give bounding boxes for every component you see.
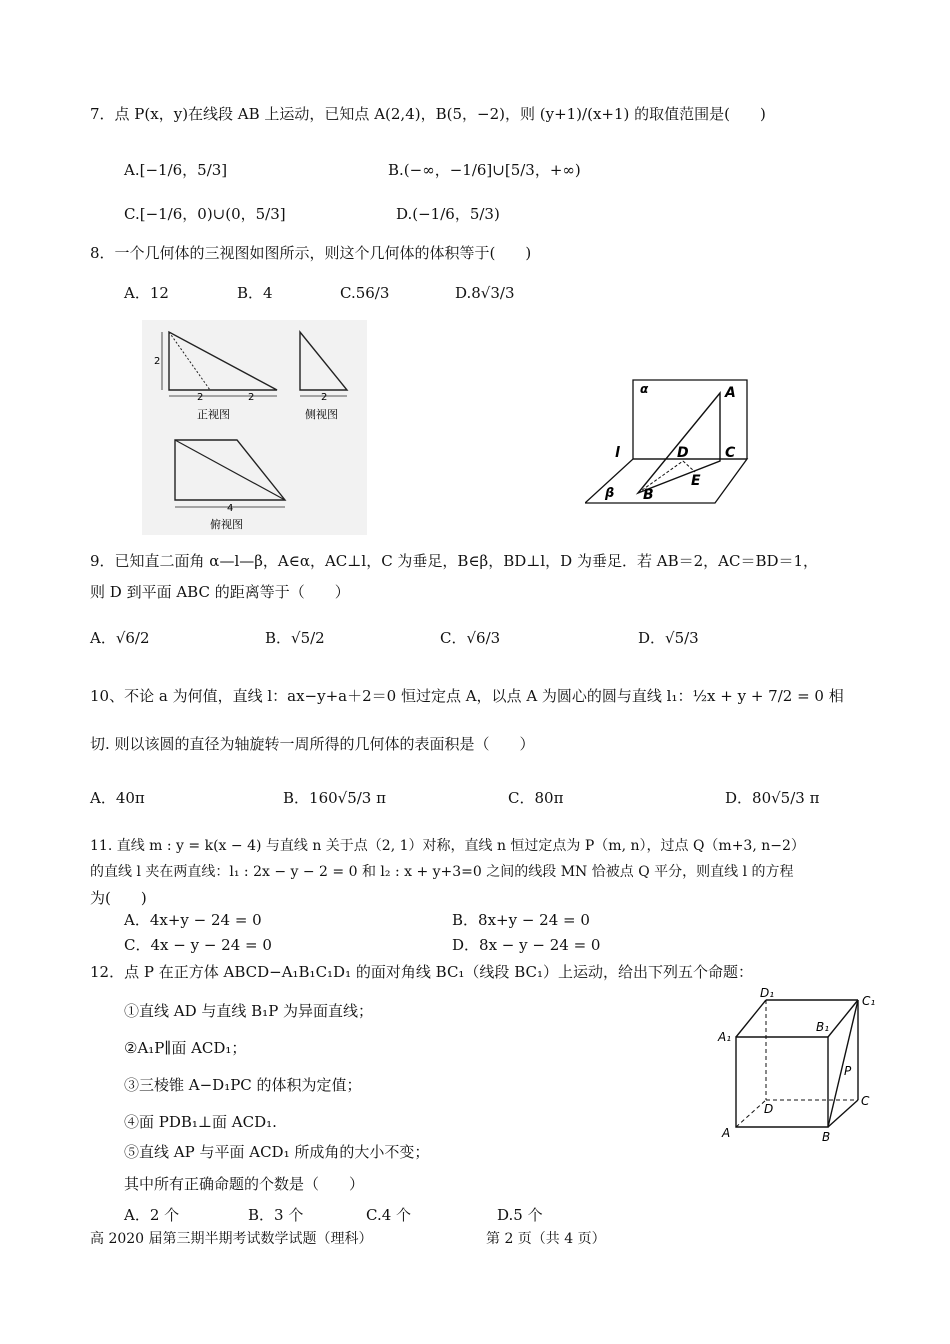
q11-option-a: A．4x+y − 24 = 0: [124, 911, 262, 929]
q12-option-c: C.4 个: [366, 1206, 412, 1224]
side-base-dim: 2: [321, 392, 328, 403]
footer-title: 高 2020 届第三期半期考试数学试题（理科）: [90, 1231, 373, 1247]
cube-label-a: A: [722, 1126, 731, 1140]
label-l: l: [615, 445, 620, 461]
front-base-right-dim: 2: [248, 392, 255, 403]
q12-option-a: A．2 个: [124, 1206, 180, 1224]
cube-front-face: [736, 1037, 828, 1127]
top-view-label: 俯视图: [210, 518, 243, 531]
q10-option-d: D．80√5/3 π: [725, 789, 820, 807]
q8-option-c: C.56/3: [340, 284, 390, 302]
three-view-background: [142, 320, 367, 535]
top-base-dim: 4: [227, 503, 234, 514]
q8-option-b: B．4: [237, 284, 273, 302]
cube-label-c1: C₁: [862, 994, 876, 1008]
side-view-label: 侧视图: [305, 408, 338, 421]
label-b: B: [643, 487, 654, 503]
q11-option-b: B．8x+y − 24 = 0: [452, 911, 590, 929]
label-alpha: α: [640, 382, 649, 396]
label-e: E: [691, 473, 701, 489]
dihedral-figure: [585, 375, 760, 510]
cube-label-d: D: [764, 1102, 774, 1116]
q9-stem-line2: 则 D 到平面 ABC 的距离等于（ ）: [90, 583, 350, 601]
q12-item-3: ③三棱锥 A−D₁PC 的体积为定值；: [124, 1076, 362, 1094]
front-base-left-dim: 2: [197, 392, 204, 403]
q11-option-c: C．4x − y − 24 = 0: [124, 936, 272, 954]
q8-option-a: A．12: [124, 284, 169, 302]
q12-item-5: ⑤直线 AP 与平面 ACD₁ 所成角的大小不变；: [124, 1143, 430, 1161]
cube-label-d1: D₁: [760, 986, 775, 1000]
q7-option-a: A.[−1/6，5/3]: [124, 161, 228, 179]
front-height-dim: 2: [154, 356, 161, 367]
q12-option-b: B．3 个: [248, 1206, 304, 1224]
q10-stem-line2: 切. 则以该圆的直径为轴旋转一周所得的几何体的表面积是（ ）: [90, 735, 535, 753]
q11-stem-line3: 为( ): [90, 889, 147, 907]
q7-stem: 7．点 P(x，y)在线段 AB 上运动，已知点 A(2,4)，B(5，−2)，则 (y+1)/(x+1) 的取值范围是( ): [90, 105, 766, 123]
q10-option-b: B．160√5/3 π: [283, 789, 386, 807]
front-view-label: 正视图: [197, 408, 230, 421]
q10-option-c: C．80π: [508, 789, 564, 807]
label-beta: β: [605, 486, 615, 501]
q9-option-c: C．√6/3: [440, 629, 501, 647]
cube-hidden-ad: [736, 1100, 766, 1127]
q11-stem-line2: 的直线 l 夹在两直线：l₁ : 2x − y − 2 = 0 和 l₂ : x + y+3=0 之间的线段 MN 恰被点 Q 平分，则直线 l 的方程: [90, 864, 794, 880]
cube-label-p: P: [844, 1064, 852, 1078]
triangle-abc: [638, 393, 720, 493]
q7-option-d: D.(−1/6，5/3): [396, 205, 500, 223]
cube-edge-bc: [828, 1100, 858, 1127]
q12-item-4: ④面 PDB₁⊥面 ACD₁.: [124, 1113, 277, 1131]
label-a: A: [725, 385, 736, 401]
q12-question: 其中所有正确命题的个数是（ ）: [124, 1175, 365, 1193]
q12-option-d: D.5 个: [497, 1206, 543, 1224]
q9-stem-line1: 9．已知直二面角 α—l—β，A∈α，AC⊥l，C 为垂足，B∈β，BD⊥l，D 为垂足．若 AB＝2，AC＝BD＝1，: [90, 552, 819, 570]
q12-stem: 12．点 P 在正方体 ABCD−A₁B₁C₁D₁ 的面对角线 BC₁（线段 BC₁）上运动，给出下列五个命题：: [90, 963, 753, 981]
q10-stem-line1: 10、不论 a 为何值，直线 l：ax−y+a＋2＝0 恒过定点 A，以点 A 为圆心的圆与直线 l₁：½x + y + 7/2 = 0 相: [90, 687, 844, 705]
q12-item-1: ①直线 AD 与直线 B₁P 为异面直线；: [124, 1002, 374, 1020]
three-view-figure: [142, 320, 367, 535]
q12-item-2: ②A₁P∥面 ACD₁；: [124, 1039, 247, 1057]
q7-option-c: C.[−1/6，0)∪(0，5/3]: [124, 205, 286, 223]
cube-label-b1: B₁: [816, 1020, 830, 1034]
label-c: C: [725, 445, 736, 461]
cube-label-b: B: [822, 1130, 831, 1144]
q9-option-a: A．√6/2: [90, 629, 150, 647]
q9-option-d: D．√5/3: [638, 629, 699, 647]
q8-option-d: D.8√3/3: [455, 284, 515, 302]
segment-de: [683, 461, 695, 472]
cube-edge-a1d1: [736, 1000, 766, 1037]
footer-page-number: 第 2 页（共 4 页）: [486, 1231, 606, 1247]
cube-label-c: C: [861, 1094, 870, 1108]
cube-label-a1: A₁: [718, 1030, 732, 1044]
label-d: D: [677, 445, 689, 461]
q8-stem: 8．一个几何体的三视图如图所示，则这个几何体的体积等于( ): [90, 244, 532, 262]
q11-stem-line1: 11. 直线 m : y = k(x − 4) 与直线 n 关于点（2, 1）对称，直线 n 恒过定点为 P（m, n），过点 Q（m+3, n−2）: [90, 838, 805, 854]
q11-option-d: D．8x − y − 24 = 0: [452, 936, 601, 954]
q7-option-b: B.(−∞，−1/6]∪[5/3，+∞): [388, 161, 581, 179]
q9-option-b: B．√5/2: [265, 629, 325, 647]
cube-figure: [716, 985, 886, 1145]
q10-option-a: A．40π: [90, 789, 145, 807]
